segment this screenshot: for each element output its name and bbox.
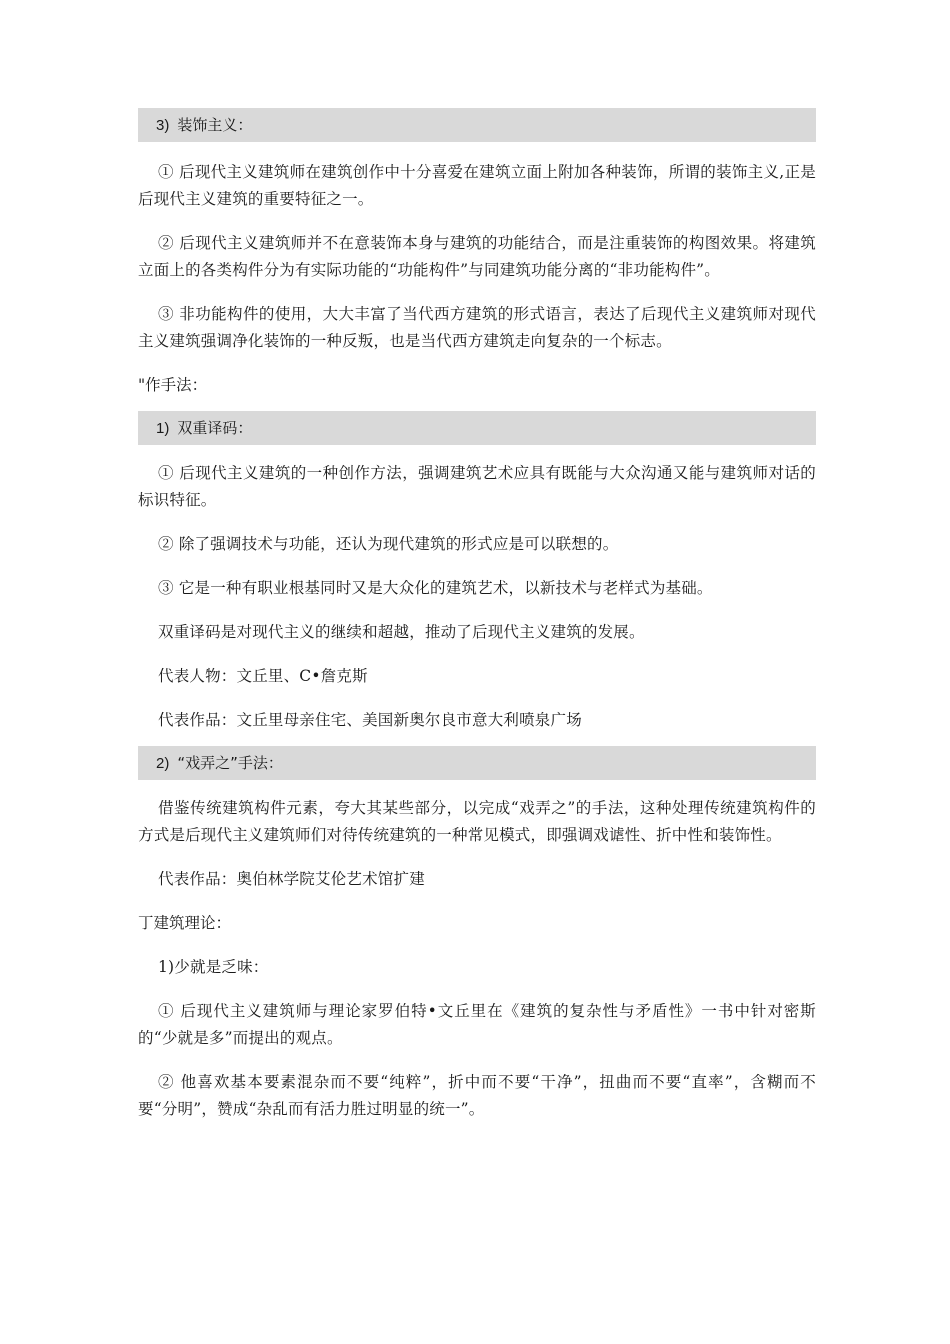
heading-number: 3): [156, 117, 170, 134]
paragraph: ① 后现代主义建筑师与理论家罗伯特•文丘里在《建筑的复杂性与矛盾性》一书中针对密斯的“少就是多”而提出的观点。: [138, 1002, 816, 1047]
paragraph: ③ 它是一种有职业根基同时又是大众化的建筑艺术，以新技术与老样式为基础。: [158, 579, 713, 597]
paragraph: 代表人物：文丘里、C•詹克斯: [158, 667, 368, 685]
label-methods: "作手法：: [138, 376, 208, 394]
document-body: [138, 108, 816, 1123]
label-theory: 丁建筑理论：: [138, 914, 232, 932]
paragraph: 双重译码是对现代主义的继续和超越，推动了后现代主义建筑的发展。: [158, 623, 645, 641]
paragraph: ③ 非功能构件的使用，大大丰富了当代西方建筑的形式语言，表达了后现代主义建筑师对现代主义建筑强调净化装饰的一种反叛，也是当代西方建筑走向复杂的一个标志。: [138, 305, 816, 350]
heading-number: 2): [156, 755, 170, 772]
paragraph: ② 后现代主义建筑师并不在意装饰本身与建筑的功能结合，而是注重装饰的构图效果。将建筑立面上的各类构件分为有实际功能的“功能构件”与同建筑功能分离的“非功能构件”。: [138, 234, 816, 279]
section-heading-play-technique: [138, 746, 816, 780]
paragraph: 代表作品：奥伯林学院艾伦艺术馆扩建: [158, 870, 425, 888]
paragraph: 借鉴传统建筑构件元素，夸大其某些部分，以完成“戏弄之”的手法，这种处理传统建筑构件的方式是后现代主义建筑师们对待传统建筑的一种常见模式，即强调戏谑性、折中性和装饰性。: [138, 799, 816, 844]
paragraph: ① 后现代主义建筑的一种创作方法，强调建筑艺术应具有既能与大众沟通又能与建筑师对话的标识特征。: [138, 464, 816, 509]
heading-text: “戏弄之”手法：: [177, 754, 283, 772]
subheading-less-is-bore: 1)少就是乏味：: [158, 958, 269, 976]
paragraph: ② 除了强调技术与功能，还认为现代建筑的形式应是可以联想的。: [158, 535, 619, 553]
paragraph: ② 他喜欢基本要素混杂而不要“纯粹”，折中而不要“干净”，扭曲而不要“直率”，含糊而不要“分明”，赞成“杂乱而有活力胜过明显的统一”。: [138, 1073, 816, 1118]
heading-text: 双重译码：: [177, 419, 253, 437]
section-heading-decorativism: [138, 108, 816, 142]
heading-text: 装饰主义：: [177, 116, 253, 134]
section-heading-double-coding: [138, 411, 816, 445]
heading-number: 1): [156, 420, 170, 437]
paragraph: 代表作品：文丘里母亲住宅、美国新奥尔良市意大利喷泉广场: [158, 711, 582, 729]
paragraph: ① 后现代主义建筑师在建筑创作中十分喜爱在建筑立面上附加各种装饰，所谓的装饰主义,正是后现代主义建筑的重要特征之一。: [138, 163, 816, 208]
